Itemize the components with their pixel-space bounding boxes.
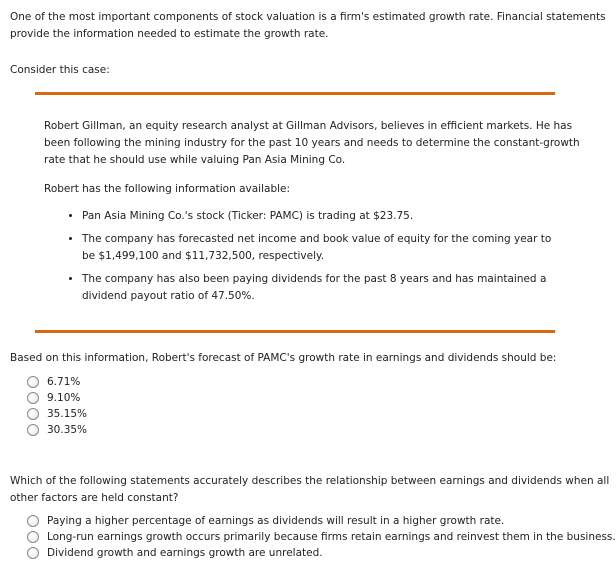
question-1-option-2[interactable] — [27, 390, 80, 406]
info-bullet-3 — [82, 271, 552, 305]
info-bullet-list — [64, 208, 552, 311]
radio-button[interactable] — [27, 376, 39, 388]
case-top-divider — [35, 92, 555, 95]
case-text-line-3: rate that he should use while valuing Pan Asia Mining Co. — [44, 154, 346, 166]
question-2-option-1[interactable] — [27, 513, 504, 529]
option-label: 9.10% — [47, 392, 81, 404]
option-label: Paying a higher percentage of earnings as dividends will result in a higher growth rate. — [47, 515, 505, 527]
question-2-prompt-line-1: Which of the following statements accurately describes the relationship between earnings and dividends when all — [10, 475, 610, 487]
info-bullet-1-line-1: Pan Asia Mining Co.'s stock (Ticker: PAMC) is trading at $23.75. — [82, 210, 414, 222]
case-bottom-divider — [35, 330, 555, 333]
option-label: Long-run earnings growth occurs primarily because firms retain earnings and reinvest them in the business. — [47, 531, 616, 543]
option-label: 35.15% — [47, 408, 88, 420]
question-1-option-1[interactable] — [27, 374, 80, 390]
radio-button[interactable] — [27, 515, 39, 527]
radio-button[interactable] — [27, 392, 39, 404]
radio-button[interactable] — [27, 547, 39, 559]
consider-label: Consider this case: — [10, 64, 110, 76]
case-text-line-1: Robert Gillman, an equity research analyst at Gillman Advisors, believes in efficient markets. He has — [44, 120, 573, 132]
info-bullet-3-line-2: dividend payout ratio of 47.50%. — [82, 290, 255, 302]
option-label: 30.35% — [47, 424, 88, 436]
info-label: Robert has the following information available: — [44, 183, 291, 195]
question-2-option-2[interactable] — [27, 529, 616, 545]
info-bullet-2-line-2: be $1,499,100 and $11,732,500, respectively. — [82, 250, 325, 262]
info-bullet-1 — [82, 208, 552, 225]
info-bullet-2 — [82, 231, 552, 265]
radio-button[interactable] — [27, 424, 39, 436]
question-1-option-4[interactable] — [27, 422, 87, 438]
question-1-option-3[interactable] — [27, 406, 87, 422]
intro-line-1: One of the most important components of stock valuation is a firm's estimated growth rate. Financial statements — [10, 11, 606, 23]
intro-line-2: provide the information needed to estimate the growth rate. — [10, 28, 329, 40]
case-text-line-2: been following the mining industry for the past 10 years and needs to determine the constant-growth — [44, 137, 580, 149]
option-label: 6.71% — [47, 376, 81, 388]
radio-button[interactable] — [27, 408, 39, 420]
question-1-prompt: Based on this information, Robert's forecast of PAMC's growth rate in earnings and dividends should be: — [10, 352, 557, 364]
option-label: Dividend growth and earnings growth are unrelated. — [47, 547, 323, 559]
question-2-option-3[interactable] — [27, 545, 323, 561]
question-2-prompt-line-2: other factors are held constant? — [10, 492, 179, 504]
info-bullet-3-line-1: The company has also been paying dividends for the past 8 years and has maintained a — [82, 273, 547, 285]
info-bullet-2-line-1: The company has forecasted net income and book value of equity for the coming year to — [82, 233, 552, 245]
radio-button[interactable] — [27, 531, 39, 543]
